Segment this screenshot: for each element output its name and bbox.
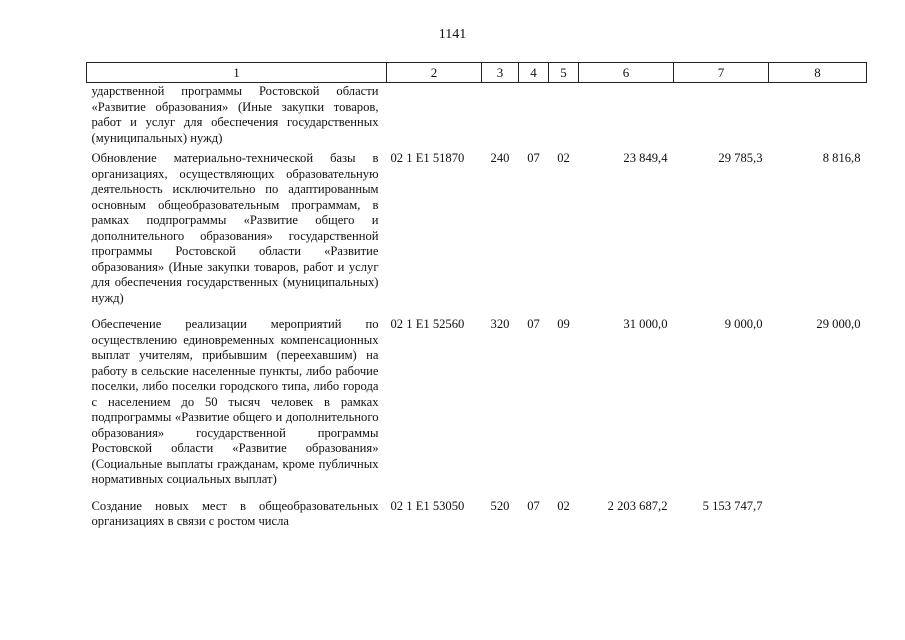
row-amount-3: 29 000,0 <box>816 317 861 331</box>
continuation-text: ударственной программы Ростовской области «Развитие образования» (Иные закупки товаров, работ и услуг для обеспечения государственных (муниципальных) нужд) <box>91 84 379 145</box>
row-subsection: 02 <box>557 151 570 165</box>
row-amount-1: 2 203 687,2 <box>607 498 668 513</box>
row-amount-2: 5 153 747,7 <box>702 498 763 513</box>
budget-table <box>86 62 867 541</box>
row-description: Создание новых мест в общеобразовательных организациях в связи с ростом числа <box>91 498 379 528</box>
table-row <box>87 499 867 541</box>
row-description: Обновление материально-технической базы в организациях, осуществляющих образовательную деятельность исключительно по адаптированным основным общеобразовательным программам, в рамках подпрограммы «Развитие общего и дополнительного образования» государственной программы Ростовской области «Развитие образования» (Иные закупки товаров, работ и услуг для обеспечения государственных (муниципальных) нужд) <box>91 151 379 305</box>
row-expense-type: 240 <box>490 151 510 165</box>
column-header-5: 5 <box>549 63 579 83</box>
row-section: 07 <box>527 151 540 165</box>
row-amount-3: 8 816,8 <box>822 151 861 165</box>
row-target-code: 02 1 E1 51870 <box>390 151 465 165</box>
row-expense-type: 520 <box>490 498 510 513</box>
column-header-7: 7 <box>674 63 769 83</box>
table-header-row <box>87 63 867 83</box>
column-header-4: 4 <box>519 63 549 83</box>
row-subsection: 09 <box>557 317 570 331</box>
table-row-continuation <box>87 83 867 152</box>
column-header-1: 1 <box>87 63 387 83</box>
row-target-code: 02 1 E1 52560 <box>390 317 465 331</box>
row-description: Обеспечение реализации мероприятий по осуществлению единовременных компенсационных выплат учителям, прибывшим (переехавшим) на работу в сельские населенные пункты, либо рабочие поселки, либо поселки городского типа, либо города с населением до 50 тысяч человек в рамках подпрограммы «Развитие общего и дополнительного образования» государственной программы Ростовской области «Развитие образования» (Социальные выплаты гражданам, кроме публичных нормативных социальных выплат) <box>91 317 379 486</box>
column-header-2: 2 <box>387 63 482 83</box>
row-expense-type: 320 <box>490 317 510 331</box>
row-subsection: 02 <box>557 498 570 513</box>
table-row <box>87 317 867 499</box>
row-target-code: 02 1 E1 53050 <box>390 498 465 513</box>
row-amount-2: 9 000,0 <box>724 317 763 331</box>
column-header-8: 8 <box>769 63 867 83</box>
row-amount-2: 29 785,3 <box>718 151 763 165</box>
row-amount-1: 23 849,4 <box>623 151 668 165</box>
page-number: 1141 <box>438 27 467 42</box>
table-row <box>87 151 867 317</box>
column-header-3: 3 <box>482 63 519 83</box>
row-section: 07 <box>527 498 540 513</box>
row-section: 07 <box>527 317 540 331</box>
column-header-6: 6 <box>579 63 674 83</box>
row-amount-1: 31 000,0 <box>623 317 668 331</box>
row-amount-3 <box>769 499 867 541</box>
